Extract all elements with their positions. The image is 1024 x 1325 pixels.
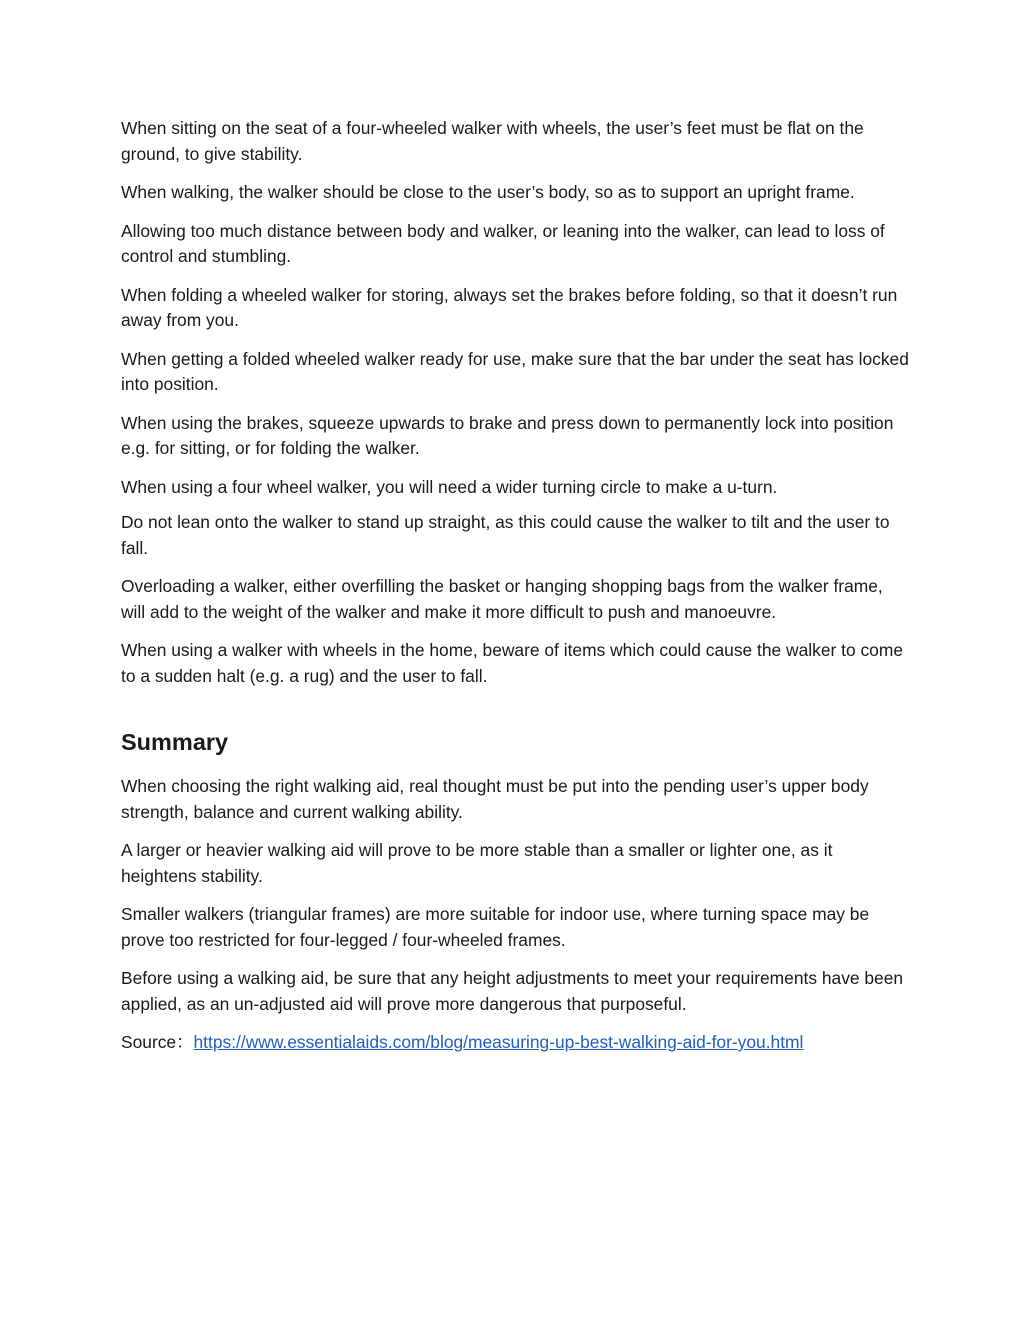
paragraph-overloading: Overloading a walker, either overfilling the basket or hanging shopping bags from the walker frame, will add to the weight of the walker and make it more difficult to push and manoeuvre. [121,576,883,622]
summary-paragraph-stability: A larger or heavier walking aid will prove to be more stable than a smaller or lighter one, as it heightens stability. [121,840,833,886]
source-label: Source： [121,1032,194,1052]
paragraph-using-brakes: When using the brakes, squeeze upwards to brake and press down to permanently lock into position e.g. for sitting, or for folding the walker. [121,412,894,458]
source-link[interactable]: https://www.essentialaids.com/blog/measuring-up-best-walking-aid-for-you.html [193,1032,804,1052]
summary-paragraph-indoor: Smaller walkers (triangular frames) are more suitable for indoor use, where turning space may be prove too restricted for four-legged / four-wheeled frames. [121,904,870,950]
paragraph-folding-brakes: When folding a wheeled walker for storing, always set the brakes before folding, so that it doesn’t run away from you. [121,284,898,330]
summary-paragraph-adjustments: Before using a walking aid, be sure that any height adjustments to meet your requirements have been applied, as an un-adjusted aid will prove more dangerous that purposeful. [121,968,904,1014]
paragraph-do-not-lean: Do not lean onto the walker to stand up straight, as this could cause the walker to tilt and the user to fall. [121,512,890,558]
paragraph-turning-circle: When using a four wheel walker, you will need a wider turning circle to make a u-turn. [121,476,778,497]
paragraph-home-hazards: When using a walker with wheels in the home, beware of items which could cause the walker to come to a sudden halt (e.g. a rug) and the user to fall. [121,640,903,686]
source-line [121,1030,911,1056]
summary-paragraph-choosing: When choosing the right walking aid, real thought must be put into the pending user’s upper body strength, balance and current walking ability. [121,776,869,822]
document-page [121,116,911,1056]
paragraph-seat-bar-locked: When getting a folded wheeled walker ready for use, make sure that the bar under the seat has locked into position. [121,348,909,394]
paragraph-distance-leaning: Allowing too much distance between body and walker, or leaning into the walker, can lead to loss of control and stumbling. [121,220,885,266]
paragraph-seat-feet-flat: When sitting on the seat of a four-wheeled walker with wheels, the user’s feet must be flat on the ground, to give stability. [121,118,864,164]
summary-heading: Summary [121,729,229,755]
paragraph-walker-close-body: When walking, the walker should be close to the user’s body, so as to support an upright frame. [121,182,855,202]
